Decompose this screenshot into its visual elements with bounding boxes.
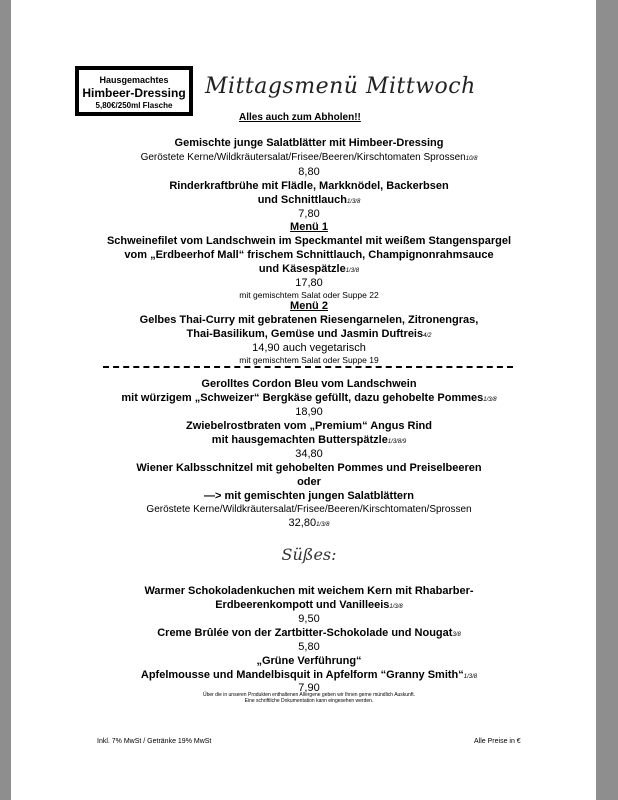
schoko-line2: Erdbeerenkompott und Vanilleeis1/3/8 — [215, 599, 403, 611]
menu1-line2: vom „Erdbeerhof Mall“ frischem Schnittlauch, Champignonrahmsauce — [124, 249, 494, 261]
soup-name-1: Rinderkraftbrühe mit Flädle, Markknödel, Backerbsen — [169, 180, 449, 192]
menu2-allergens: 4/2 — [423, 333, 432, 339]
dressing-box — [75, 66, 193, 116]
cordon-allergens: 1/3/8 — [483, 397, 497, 403]
dressing-price: 5,80€/250ml Flasche — [95, 101, 173, 110]
gruen-line2: Apfelmousse und Mandelbisquit in Apfelform “Granny Smith“1/3/8 — [140, 669, 478, 681]
schoko-price: 9,50 — [298, 613, 320, 625]
menu2-note: mit gemischtem Salat oder Suppe 19 — [239, 355, 379, 365]
gruen-allergens: 1/3/8 — [463, 674, 478, 680]
menu1-line1: Schweinefilet vom Landschwein im Speckmantel mit weißem Stangenspargel — [106, 235, 512, 247]
allergen-info-2: Eine schriftliche Dokumentation kann eingesehen werden. — [244, 698, 374, 704]
menu2-line1: Gelbes Thai-Curry mit gebratenen Riesengarnelen, Zitronengras, — [139, 314, 479, 326]
menu1-allergens: 1/3/8 — [345, 268, 360, 274]
footer-vat: Inkl. 7% MwSt / Getränke 19% MwSt — [97, 738, 212, 745]
gruen-price: 7,90 — [298, 682, 320, 694]
salad-desc: Geröstete Kerne/Wildkräutersalat/Frisee/Beeren/Kirschtomaten Sprossen10/8 — [140, 152, 478, 163]
menu1-price: 17,80 — [295, 277, 323, 289]
zwiebel-line2: mit hausgemachten Butterspätzle1/3/8/9 — [211, 434, 407, 446]
schoko-line1: Warmer Schokoladenkuchen mit weichem Kern mit Rhabarber- — [144, 585, 474, 597]
wiener-price: 32,801/3/8 — [288, 517, 330, 529]
creme-allergens: 3/8 — [452, 632, 461, 638]
cordon-line2: mit würzigem „Schweizer“ Bergkäse gefüllt, dazu gehobelte Pommes1/3/8 — [121, 392, 497, 404]
gruen-line1: „Grüne Verführung“ — [256, 655, 362, 667]
page-title: Mittagsmenü Mittwoch — [205, 74, 476, 99]
dressing-label: Hausgemachtes — [99, 75, 169, 85]
takeaway-note: Alles auch zum Abholen!! — [239, 112, 361, 123]
wiener-line3: —> mit gemischten jungen Salatblättern — [204, 490, 414, 502]
dessert-heading: Süßes: — [281, 545, 337, 564]
creme-price: 5,80 — [298, 641, 320, 653]
menu1-line3: und Käsespätzle1/3/8 — [258, 263, 360, 275]
menu1-heading: Menü 1 — [290, 221, 328, 233]
salad-allergens: 10/8 — [465, 156, 478, 162]
salad-name: Gemischte junge Salatblätter mit Himbeer-Dressing — [174, 137, 444, 149]
dashed-divider — [103, 366, 513, 368]
soup-price: 7,80 — [298, 208, 320, 220]
menu2-heading: Menü 2 — [290, 300, 328, 312]
cordon-line1: Gerolltes Cordon Bleu vom Landschwein — [201, 378, 417, 390]
zwiebel-price: 34,80 — [295, 448, 323, 460]
dressing-name: Himbeer-Dressing — [82, 86, 186, 100]
schoko-allergens: 1/3/8 — [389, 604, 403, 610]
soup-allergens: 1/3/8 — [346, 199, 361, 205]
wiener-allergens: 1/3/8 — [316, 522, 330, 528]
soup-name-2: und Schnittlauch1/3/8 — [257, 194, 361, 206]
wiener-or: oder — [297, 476, 321, 488]
wiener-line1: Wiener Kalbsschnitzel mit gehobelten Pommes und Preiselbeeren — [136, 462, 482, 474]
zwiebel-line1: Zwiebelrostbraten vom „Premium“ Angus Rind — [186, 420, 432, 432]
salad-price: 8,80 — [298, 166, 320, 178]
allergen-info-1: Über die in unseren Produkten enthaltenen Allergene geben wir Ihnen gerne mündlich Auskunft. — [202, 692, 416, 698]
menu2-line2: Thai-Basilikum, Gemüse und Jasmin Duftreis4/2 — [186, 328, 432, 340]
cordon-price: 18,90 — [295, 406, 323, 418]
menu2-price: 14,90 auch vegetarisch — [252, 342, 366, 354]
footer-currency: Alle Preise in € — [474, 738, 521, 745]
creme-line1: Creme Brûlée von der Zartbitter-Schokolade und Nougat3/8 — [157, 627, 461, 639]
menu1-note: mit gemischtem Salat oder Suppe 22 — [239, 290, 379, 300]
wiener-desc: Geröstete Kerne/Wildkräutersalat/Frisee/Beeren/Kirschtomaten/Sprossen — [146, 504, 472, 515]
zwiebel-allergens: 1/3/8/9 — [387, 439, 407, 445]
